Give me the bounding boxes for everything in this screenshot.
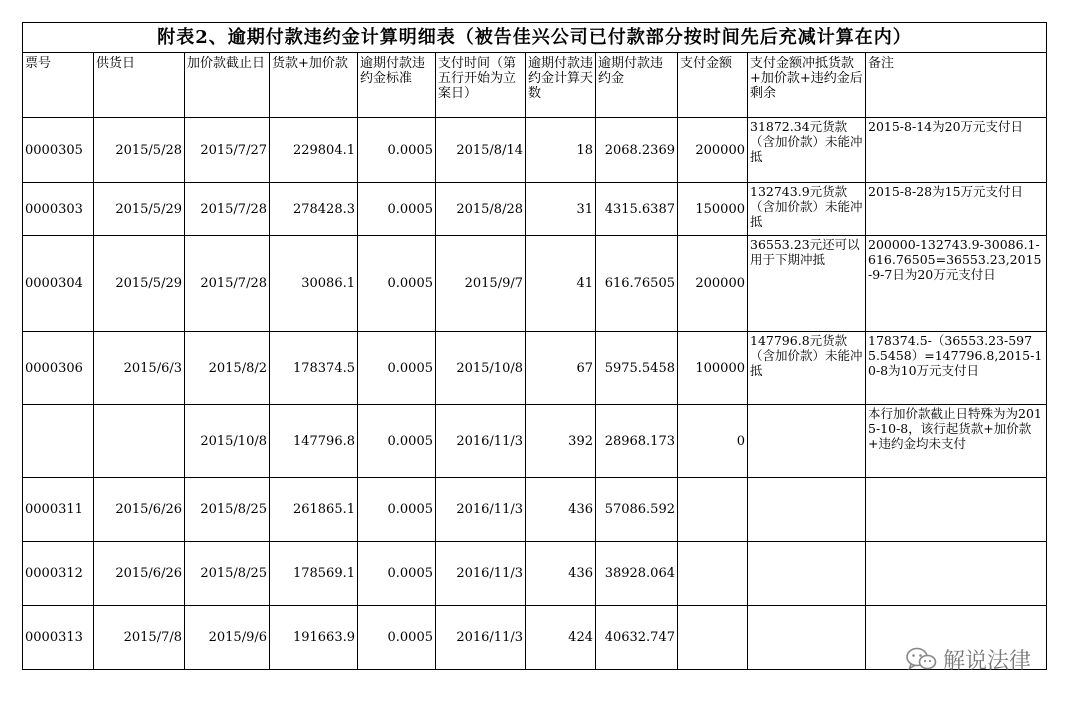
cell-rate: 0.0005 [358,542,436,606]
cell-days: 41 [526,236,596,332]
cell-days: 436 [526,542,596,606]
cell-remain: 147796.8元货款（含加价款）未能冲抵 [748,332,866,405]
cell-supply-date: 2015/5/29 [94,236,185,332]
table-title: 附表2、逾期付款违约金计算明细表（被告佳兴公司已付款部分按时间先后充减计算在内） [23,23,1047,53]
cell-penalty: 5975.5458 [596,332,678,405]
cell-note: 2015-8-14为20万元支付日 [866,118,1047,183]
cell-penalty: 28968.173 [596,405,678,478]
watermark [905,644,1055,674]
cell-remain [748,405,866,478]
cell-pay-time: 2016/11/3 [436,405,526,478]
cell-days: 436 [526,478,596,542]
cell-supply-date: 2015/5/29 [94,183,185,236]
cell-amount: 191663.9 [270,606,358,670]
cell-pay-time: 2016/11/3 [436,478,526,542]
cell-note: 178374.5-（36553.23-5975.5458）=147796.8,2015-10-8为10万元支付日 [866,332,1047,405]
watermark-text: 解说法律 [943,648,1032,674]
cell-penalty: 616.76505 [596,236,678,332]
cell-supply-date: 2015/6/26 [94,478,185,542]
table-row [23,542,1047,606]
cell-deadline: 2015/8/2 [185,332,270,405]
cell-paid [678,542,748,606]
cell-supply-date: 2015/5/28 [94,118,185,183]
cell-penalty: 57086.592 [596,478,678,542]
cell-rate: 0.0005 [358,405,436,478]
cell-paid [678,606,748,670]
cell-pay-time: 2015/9/7 [436,236,526,332]
cell-paid: 0 [678,405,748,478]
cell-pay-time: 2016/11/3 [436,606,526,670]
cell-rate: 0.0005 [358,118,436,183]
cell-deadline: 2015/7/28 [185,236,270,332]
table-row [23,118,1047,183]
cell-deadline: 2015/7/28 [185,183,270,236]
cell-ticket: 0000304 [23,236,94,332]
cell-note: 200000-132743.9-30086.1-616.76505=36553.23,2015-9-7日为20万元支付日 [866,236,1047,332]
table-row [23,606,1047,670]
cell-rate: 0.0005 [358,606,436,670]
cell-rate: 0.0005 [358,478,436,542]
cell-pay-time: 2015/10/8 [436,332,526,405]
header-days: 逾期付款违约金计算天数 [526,53,596,118]
cell-deadline: 2015/9/6 [185,606,270,670]
cell-days: 18 [526,118,596,183]
cell-amount: 30086.1 [270,236,358,332]
cell-ticket: 0000313 [23,606,94,670]
cell-note [866,542,1047,606]
cell-deadline: 2015/8/25 [185,478,270,542]
cell-days: 392 [526,405,596,478]
cell-paid: 200000 [678,236,748,332]
cell-amount: 261865.1 [270,478,358,542]
cell-remain [748,606,866,670]
cell-pay-time: 2016/11/3 [436,542,526,606]
header-rate: 逾期付款违约金标准 [358,53,436,118]
cell-ticket: 0000306 [23,332,94,405]
cell-ticket [23,405,94,478]
cell-deadline: 2015/7/27 [185,118,270,183]
table-row [23,478,1047,542]
cell-amount: 178374.5 [270,332,358,405]
header-supply-date: 供货日 [94,53,185,118]
header-penalty: 逾期付款违约金 [596,53,678,118]
table-body [23,118,1047,670]
cell-pay-time: 2015/8/28 [436,183,526,236]
cell-remain [748,542,866,606]
cell-supply-date: 2015/6/26 [94,542,185,606]
cell-ticket: 0000305 [23,118,94,183]
cell-penalty: 4315.6387 [596,183,678,236]
cell-remain [748,478,866,542]
cell-note: 2015-8-28为15万元支付日 [866,183,1047,236]
cell-remain: 36553.23元还可以用于下期冲抵 [748,236,866,332]
header-row [23,53,1047,118]
header-paid: 支付金额 [678,53,748,118]
penalty-table [22,22,1047,670]
cell-amount: 229804.1 [270,118,358,183]
header-pay-time: 支付时间（第五行开始为立案日） [436,53,526,118]
cell-ticket: 0000311 [23,478,94,542]
cell-penalty: 38928.064 [596,542,678,606]
cell-days: 67 [526,332,596,405]
cell-ticket: 0000303 [23,183,94,236]
wechat-icon [905,646,937,672]
cell-note [866,478,1047,542]
cell-pay-time: 2015/8/14 [436,118,526,183]
table-row [23,405,1047,478]
cell-days: 31 [526,183,596,236]
table-row [23,236,1047,332]
header-note: 备注 [866,53,1047,118]
cell-amount: 278428.3 [270,183,358,236]
cell-rate: 0.0005 [358,183,436,236]
cell-deadline: 2015/10/8 [185,405,270,478]
header-deadline: 加价款截止日 [185,53,270,118]
cell-deadline: 2015/8/25 [185,542,270,606]
table-row [23,183,1047,236]
cell-rate: 0.0005 [358,332,436,405]
cell-supply-date: 2015/7/8 [94,606,185,670]
cell-rate: 0.0005 [358,236,436,332]
cell-paid: 200000 [678,118,748,183]
cell-supply-date: 2015/6/3 [94,332,185,405]
cell-amount: 147796.8 [270,405,358,478]
cell-days: 424 [526,606,596,670]
cell-ticket: 0000312 [23,542,94,606]
cell-paid [678,478,748,542]
title-row [23,23,1047,53]
header-amount: 货款+加价款 [270,53,358,118]
cell-penalty: 40632.747 [596,606,678,670]
cell-amount: 178569.1 [270,542,358,606]
cell-penalty: 2068.2369 [596,118,678,183]
cell-remain: 132743.9元货款（含加价款）未能冲抵 [748,183,866,236]
cell-paid: 100000 [678,332,748,405]
cell-remain: 31872.34元货款（含加价款）未能冲抵 [748,118,866,183]
cell-paid: 150000 [678,183,748,236]
table-row [23,332,1047,405]
cell-note: 本行加价款截止日特殊为为2015-10-8，该行起货款+加价款+违约金均未支付 [866,405,1047,478]
header-remain: 支付金额冲抵货款+加价款+违约金后剩余 [748,53,866,118]
header-ticket: 票号 [23,53,94,118]
cell-supply-date [94,405,185,478]
